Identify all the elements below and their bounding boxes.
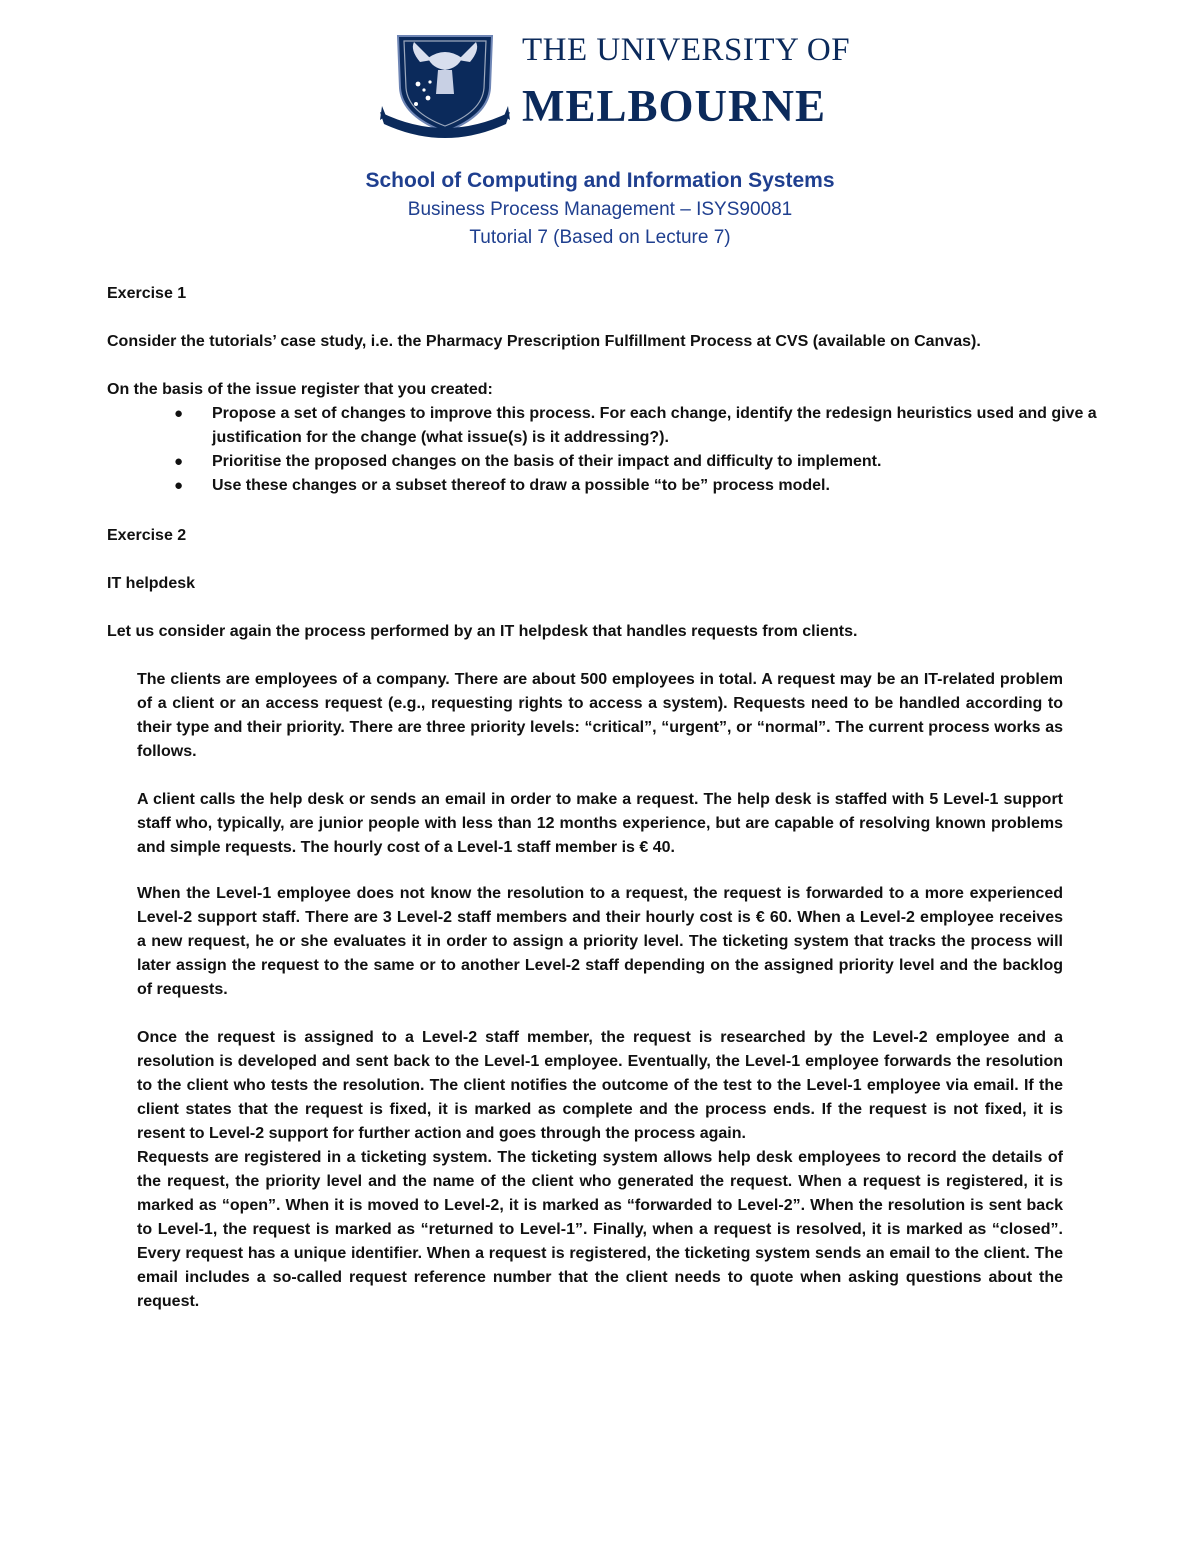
exercise1-bullet-list: [170, 402, 1098, 498]
exercise1-intro: Consider the tutorials’ case study, i.e. the Pharmacy Prescription Fulfillment Process at CVS (available on Canvas).: [107, 333, 981, 350]
bullet-icon: ●: [174, 453, 184, 470]
school-title: School of Computing and Information Systems: [365, 169, 835, 192]
list-item: [170, 402, 1098, 450]
bullet-icon: ●: [174, 405, 184, 422]
case-paragraph-1: The clients are employees of a company. There are about 500 employees in total. A request may be an IT-related problem of a client or an access request (e.g., requesting rights to access a system). Requests need to be handled according to their type and their priority. There are three priority levels: “critical”, “urgent”, or “normal”. The current process works as follows.: [137, 671, 1063, 760]
case-paragraph-3: When the Level-1 employee does not know the resolution to a request, the request is forwarded to a more experienced Level-2 support staff. There are 3 Level-2 staff members and their hourly cost is € 60. When a Level-2 employee receives a new request, he or she evaluates it in order to assign a priority level. The ticketing system that tracks the process will later assign the request to the same or to another Level-2 staff depending on the assigned priority level and the backlog of requests.: [137, 885, 1063, 998]
bullet-text: Propose a set of changes to improve this process. For each change, identify the redesign heuristics used and give a justification for the change (what issue(s) is it addressing?).: [212, 405, 1097, 446]
title-block: [0, 166, 1200, 252]
bullet-icon: ●: [174, 477, 184, 494]
tutorial-title: Tutorial 7 (Based on Lecture 7): [469, 227, 731, 248]
exercise1-heading: Exercise 1: [107, 285, 187, 302]
bullet-text: Prioritise the proposed changes on the basis of their impact and difficulty to implement.: [212, 453, 882, 470]
exercise2-heading: Exercise 2: [107, 527, 187, 544]
course-title: Business Process Management – ISYS90081: [407, 199, 793, 220]
university-logo: [380, 28, 851, 138]
university-crest-icon: [380, 28, 510, 138]
university-name-line2: MELBOURNE: [522, 81, 827, 131]
list-item: [170, 474, 1098, 498]
exercise2-subheading: IT helpdesk: [107, 575, 196, 592]
university-name-line1: THE UNIVERSITY OF: [522, 32, 851, 68]
exercise1-basis: On the basis of the issue register that you created:: [107, 381, 493, 398]
exercise2-intro: Let us consider again the process performed by an IT helpdesk that handles requests from clients.: [107, 623, 858, 640]
case-paragraph-2: A client calls the help desk or sends an email in order to make a request. The help desk is staffed with 5 Level-1 support staff who, typically, are junior people with less than 12 months experience, but are capable of resolving known problems and simple requests. The hourly cost of a Level-1 staff member is € 40.: [137, 791, 1063, 856]
case-paragraph-5: Requests are registered in a ticketing system. The ticketing system allows help desk employees to record the details of the request, the priority level and the name of the client who generated the request. When a request is registered, it is marked as “open”. When it is moved to Level-2, it is marked as “forwarded to Level-2”. When the resolution is sent back to Level-1, the request is marked as “returned to Level-1”. Finally, when a request is resolved, it is marked as “closed”. Every request has a unique identifier. When a request is registered, the ticketing system sends an email to the client. The email includes a so-called request reference number that the client needs to quote when asking questions about the request.: [137, 1149, 1063, 1310]
case-paragraph-4: Once the request is assigned to a Level-2 staff member, the request is researched by the Level-2 employee and a resolution is developed and sent back to the Level-1 employee. Eventually, the Level-1 employee forwards the resolution to the client who tests the resolution. The client notifies the outcome of the test to the Level-1 employee via email. If the client states that the request is fixed, it is marked as complete and the process ends. If the request is not fixed, it is resent to Level-2 support for further action and goes through the process again.: [137, 1029, 1063, 1142]
list-item: [170, 450, 1098, 474]
bullet-text: Use these changes or a subset thereof to draw a possible “to be” process model.: [212, 477, 830, 494]
